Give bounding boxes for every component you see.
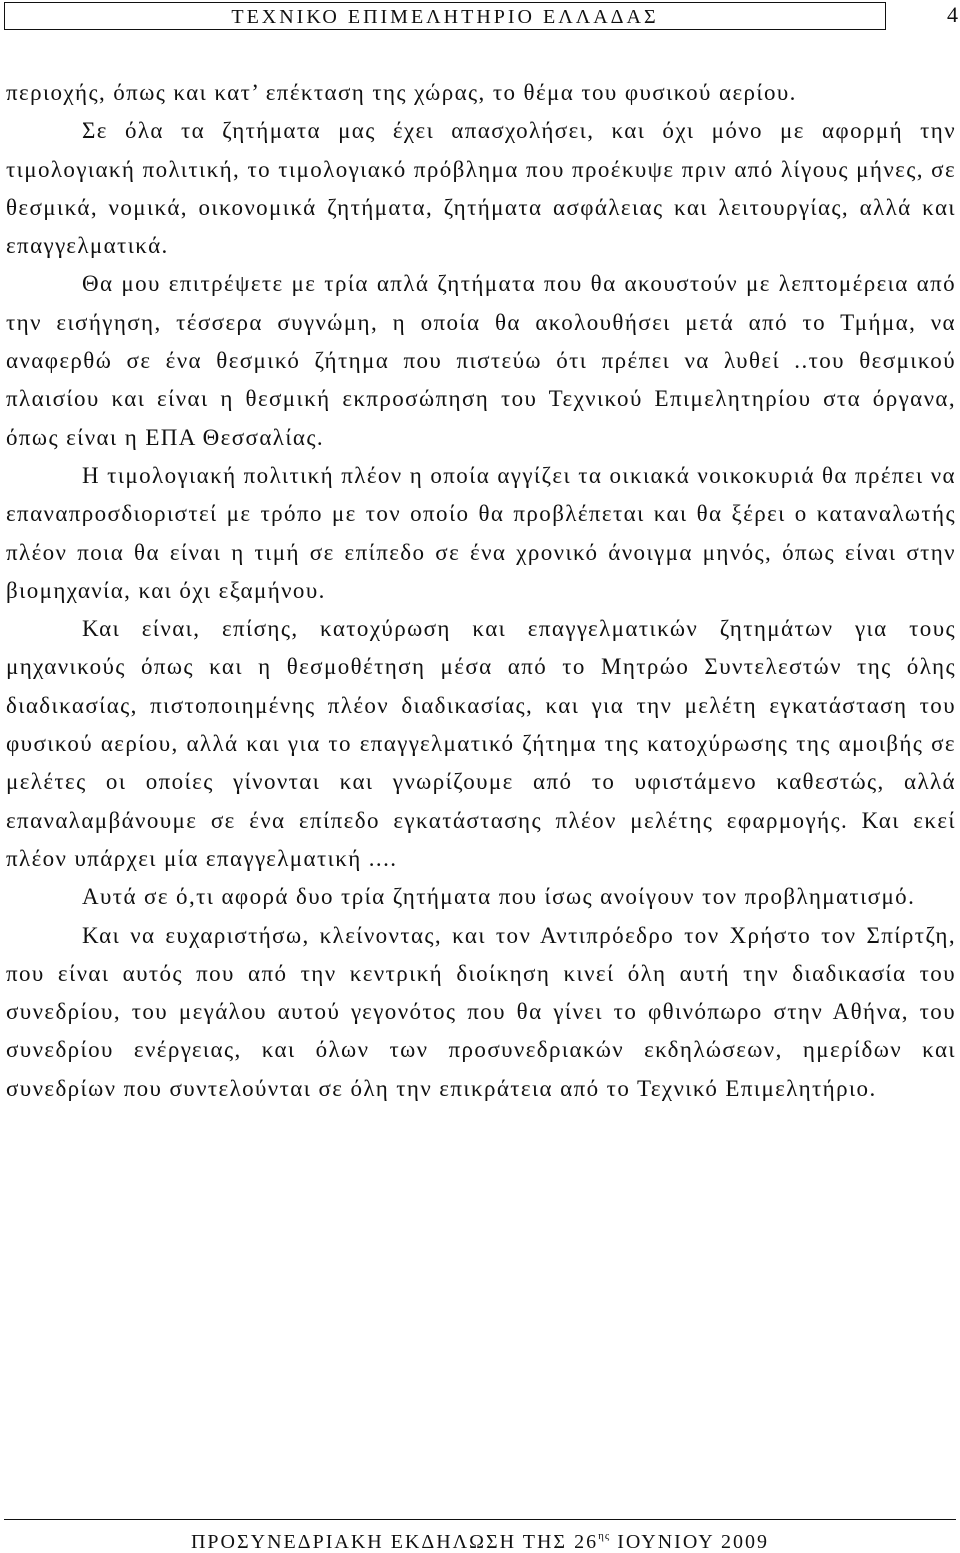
header-title: ΤΕΧΝΙΚΟ ΕΠΙΜΕΛΗΤΗΡΙΟ ΕΛΛΑΔΑΣ [231,6,659,28]
paragraph-summary: Αυτά σε ό,τι αφορά δυο τρία ζητήματα που ίσως ανοίγουν τον προβληματισμό. [82,884,916,910]
footer-event-date: ΙΟΥΝΙΟΥ 2009 [610,1531,769,1553]
paragraph-acknowledgements: Και να ευχαριστήσω, κλείνοντας, και τον Αντιπρόεδρο τον Χρήστο τον Σπίρτζη, που είναι αυτός που από την κεντρική διοίκηση κινεί όλη αυτή την διαδικασία του συνεδρίου, του μεγάλου αυτού γεγονότος που θα γίνει το φθινόπωρο στην Αθήνα, του συνεδρίου ενέργειας, και όλων των προσυνεδριακών εκδηλώσεων, ημερίδων και συνεδρίων που συντελούνται σε όλη την επικράτεια από το Τεχνικό Επιμελητήριο. [6,922,956,1101]
paragraph-continuation: περιοχής, όπως και κατ’ επέκταση της χώρας, το θέμα του φυσικού αερίου. [6,80,797,105]
page-footer [4,1519,956,1553]
paragraph-pricing-policy: Η τιμολογιακή πολιτική πλέον η οποία αγγίζει τα οικιακά νοικοκυριά θα πρέπει να επαναπροσδιοριστεί με τρόπο με τον οποίο θα προβλέπεται και θα ξέρει ο καταναλωτής πλέον ποια θα είναι η τιμή σε επίπεδο σε ένα χρονικό άνοιγμα μηνός, όπως είναι στην βιομηχανία, και όχι εξαμήνου. [6,462,956,603]
document-body [6,74,956,1108]
footer-ordinal-suffix: ης [598,1530,611,1542]
footer-text [4,1525,956,1553]
footer-event-title: ΠΡΟΣΥΝΕΔΡΙΑΚΗ ΕΚΔΗΛΩΣΗ ΤΗΣ 26 [190,1531,599,1553]
paragraph-topics: Σε όλα τα ζητήματα μας έχει απασχολήσει, και όχι μόνο με αφορμή την τιμολογιακή πολιτική, το τιμολογιακό πρόβλημα που προέκυψε πριν από λίγους μήνες, σε θεσμικά, νομικά, οικονομικά ζητήματα, ζητήματα ασφάλειας και λειτουργίας, αλλά και επαγγελματικά. [6,118,956,259]
page-number: 4 [947,2,958,27]
paragraph-institutional-issue: Θα μου επιτρέψετε με τρία απλά ζητήματα που θα ακουστούν με λεπτομέρεια από την εισήγηση, τέσσερα συγνώμη, η οποία θα ακολουθήσει μετά από το Τμήμα, να αναφερθώ σε ένα θεσμικό ζήτημα που πιστεύω ότι πρέπει να λυθεί ..του θεσμικού πλαισίου και είναι η θεσμική εκπροσώπηση του Τεχνικού Επιμελητηρίου στα όργανα, όπως είναι η ΕΠΑ Θεσσαλίας. [6,271,956,450]
page-header [4,2,886,30]
paragraph-professional-issues: Και είναι, επίσης, κατοχύρωση και επαγγελματικών ζητημάτων για τους μηχανικούς όπως και η θεσμοθέτηση μέσα από το Μητρώο Συντελεστών της όλης διαδικασίας, πιστοποιημένης πλέον διαδικασίας, και για την μελέτη εγκατάσταση του φυσικού αερίου, αλλά και για το επαγγελματικό ζήτημα της κατοχύρωσης της αμοιβής σε μελέτες οι οποίες γίνονται και γνωρίζουμε από το υφιστάμενο καθεστώς, αλλά επαναλαμβάνουμε σε ένα επίπεδο εγκατάστασης πλέον μελέτης εφαρμογής. Και εκεί πλέον υπάρχει μία επαγγελματική .... [6,616,956,871]
